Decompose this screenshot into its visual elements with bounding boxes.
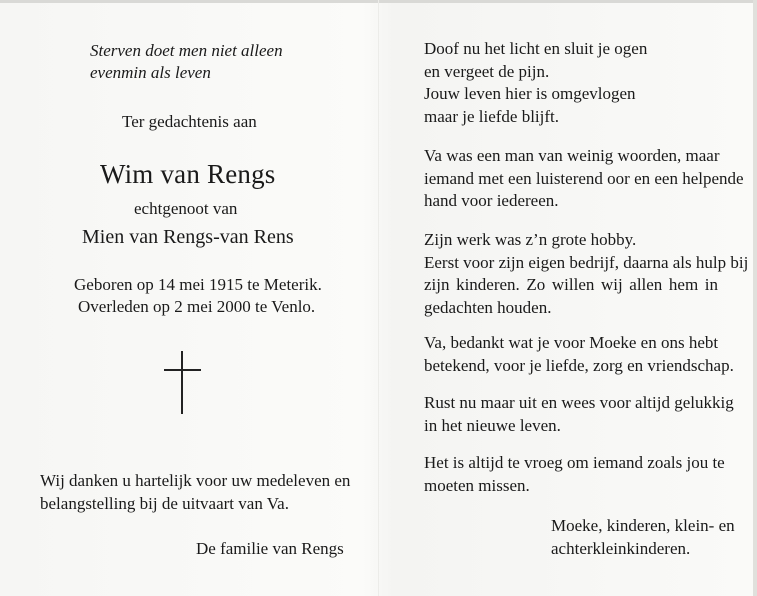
paragraph-work (424, 229, 749, 319)
birth-line: Geboren op 14 mei 1915 te Meterik. (74, 275, 322, 294)
paragraph-line: betekend, voor je liefde, zorg en vriendschap. (424, 355, 734, 375)
cross-vertical-bar (181, 351, 183, 414)
paragraph-character (424, 145, 744, 213)
card-right-edge (753, 0, 757, 596)
in-memory-heading: Ter gedachtenis aan (122, 112, 257, 131)
paragraph-missing (424, 452, 725, 497)
paragraph-line: zijn kinderen. Zo willen wij allen hem in (424, 275, 718, 294)
paragraph-line: moeten missen. (424, 475, 530, 495)
closing-line-2: achterkleinkinderen. (551, 539, 691, 558)
poem (424, 38, 718, 128)
poem-line: en vergeet de pijn. (424, 61, 550, 81)
thanks-line-1: Wij danken u hartelijk voor uw medeleven en (40, 471, 351, 490)
poem-line: Doof nu het licht en sluit je ogen (424, 39, 648, 58)
cross-horizontal-bar (164, 369, 201, 371)
family-signature: De familie van Rengs (196, 539, 344, 558)
deceased-name: Wim van Rengs (100, 159, 276, 189)
death-line: Overleden op 2 mei 2000 te Venlo. (78, 297, 316, 316)
poem-line: maar je liefde blijft. (424, 106, 559, 126)
paragraph-thanks (424, 332, 734, 377)
paragraph-line: Va was een man van weinig woorden, maar (424, 146, 720, 165)
spouse-name: Mien van Rengs-van Rens (82, 226, 294, 248)
paragraph-line: iemand met een luisterend oor en een helpende (424, 168, 744, 188)
paragraph-line: Va, bedankt wat je voor Moeke en ons hebt (424, 333, 719, 352)
paragraph-line: Het is altijd te vroeg om iemand zoals jou te (424, 453, 725, 472)
paragraph-line: Rust nu maar uit en wees voor altijd gelukkig (424, 393, 734, 412)
motto-line-1: Sterven doet men niet alleen (90, 41, 283, 60)
paragraph-line: Zijn werk was z’n grote hobby. (424, 230, 637, 249)
paragraph-line: in het nieuwe leven. (424, 415, 561, 435)
thanks-line-2: belangstelling bij de uitvaart van Va. (40, 494, 289, 513)
closing-line-1: Moeke, kinderen, klein- en (551, 516, 735, 535)
paragraph-line: Eerst voor zijn eigen bedrijf, daarna als hulp bij (424, 252, 749, 272)
poem-line: Jouw leven hier is omgevlogen (424, 84, 636, 103)
paragraph-line: hand voor iedereen. (424, 191, 559, 210)
card-fold-line (378, 0, 379, 596)
motto-line-2: evenmin als leven (90, 63, 211, 82)
paragraph-rest (424, 392, 734, 437)
paragraph-line: gedachten houden. (424, 297, 552, 317)
spouse-label: echtgenoot van (134, 199, 238, 218)
